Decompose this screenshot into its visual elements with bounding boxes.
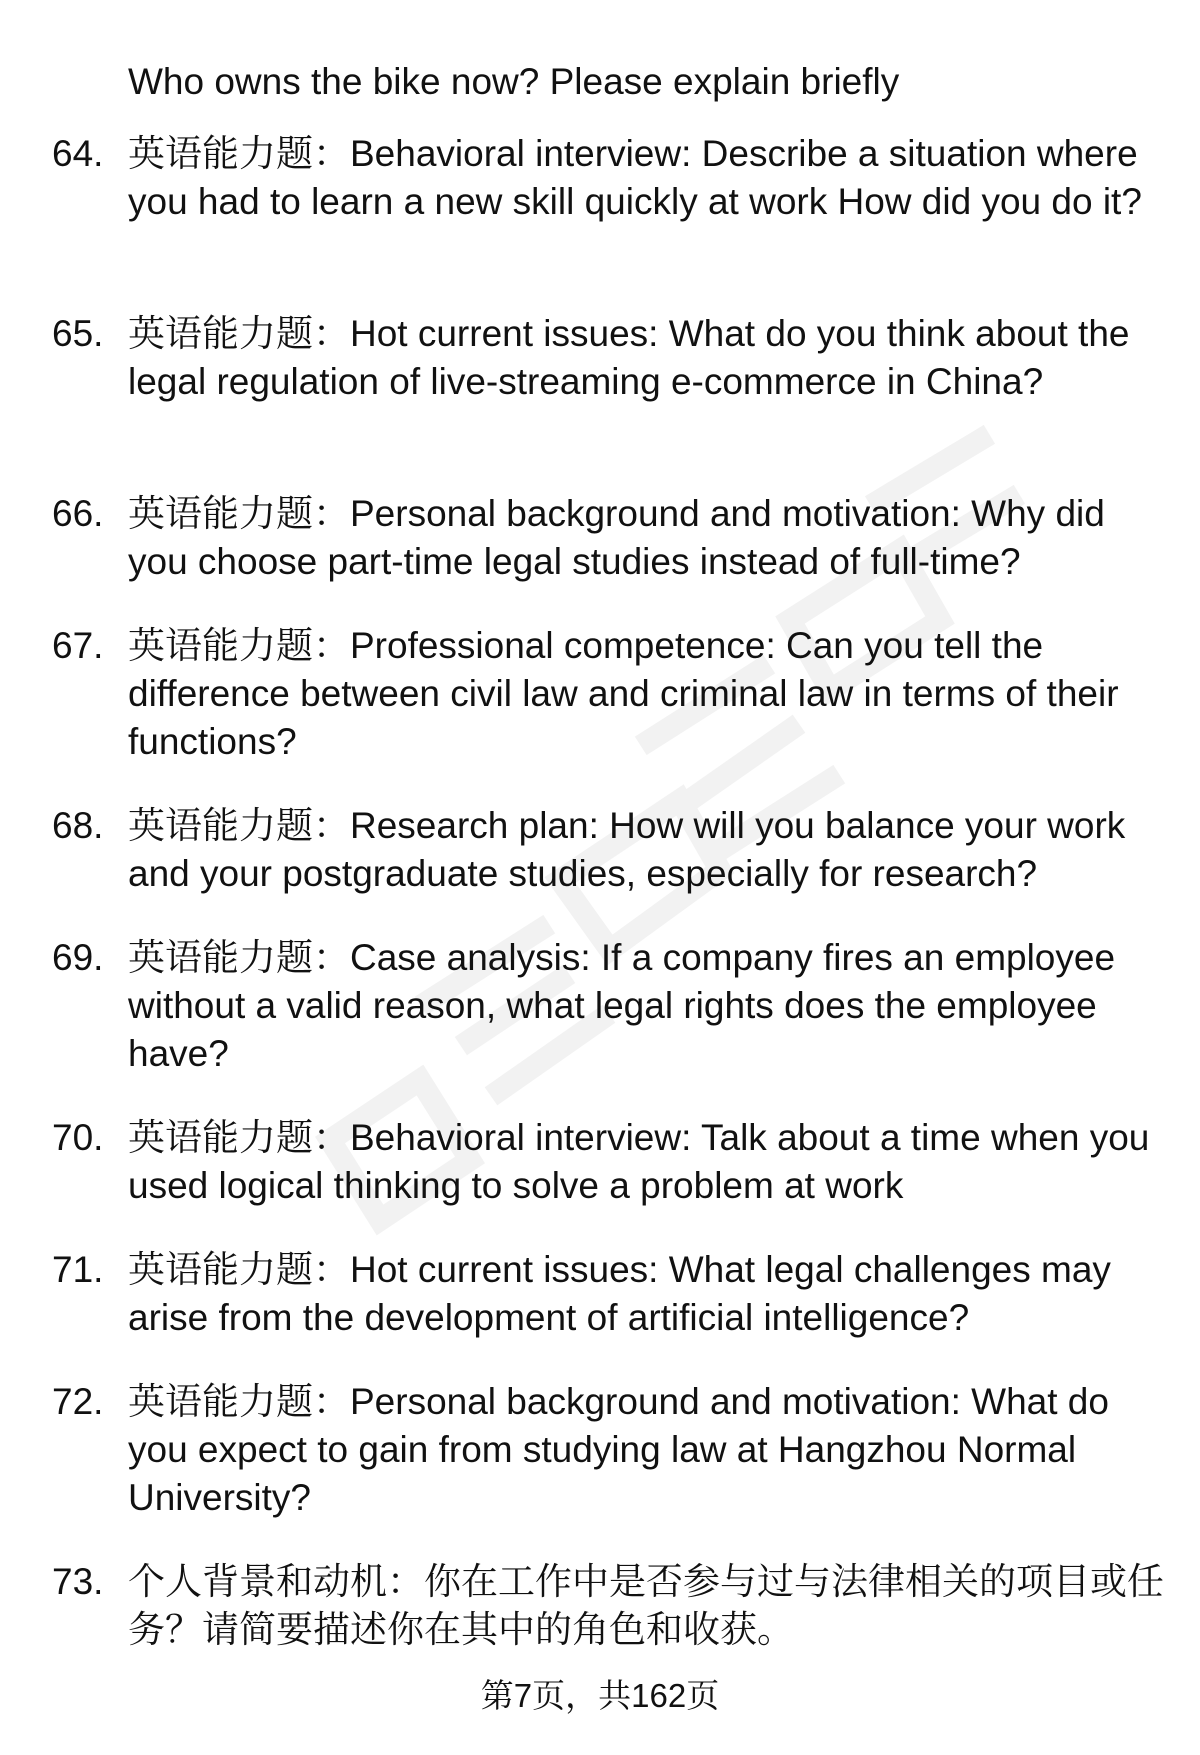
question-number: 70. (52, 1117, 104, 1158)
question-text: 英语能力题：Hot current issues: What legal challenges may arise from the development of artificial intelligence? (128, 1249, 1111, 1338)
question-text: 英语能力题：Research plan: How will you balance your work and your postgraduate studies, especially for research? (128, 805, 1126, 894)
question-item (52, 130, 1172, 226)
question-text: 英语能力题：Personal background and motivation: Why did you choose part-time legal studies instead of full-time? (128, 493, 1105, 582)
question-number: 69. (52, 937, 104, 978)
question-item (52, 1558, 1172, 1654)
question-item (52, 934, 1172, 1078)
page-footer: 第7页，共162页 (480, 1677, 720, 1714)
question-item (52, 1114, 1172, 1210)
question-item (52, 622, 1172, 766)
question-text: 英语能力题：Professional competence: Can you tell the difference between civil law and criminal law in terms of their functions? (128, 625, 1119, 762)
question-number: 71. (52, 1249, 104, 1290)
question-item (52, 1246, 1172, 1342)
question-text: 英语能力题：Behavioral interview: Describe a situation where you had to learn a new skill quickly at work How did you do it? (128, 133, 1142, 222)
question-item (52, 802, 1172, 898)
question-text: 英语能力题：Case analysis: If a company fires an employee without a valid reason, what legal rights does the employee have? (128, 937, 1116, 1074)
question-text: 英语能力题：Behavioral interview: Talk about a time when you used logical thinking to solve a problem at work (128, 1117, 1150, 1206)
question-number: 66. (52, 493, 104, 534)
question-number: 65. (52, 313, 104, 354)
question-number: 68. (52, 805, 104, 846)
question-item (52, 310, 1172, 406)
question-number: 72. (52, 1381, 104, 1422)
question-item (52, 490, 1172, 586)
question-text: 英语能力题：Hot current issues: What do you think about the legal regulation of live-streaming e-commerce in China? (128, 313, 1130, 402)
question-number: 73. (52, 1561, 104, 1602)
question-number: 64. (52, 133, 104, 174)
question-number: 67. (52, 625, 104, 666)
continuation-text: Who owns the bike now? Please explain briefly (128, 61, 900, 102)
question-text: 英语能力题：Personal background and motivation: What do you expect to gain from studying law at Hangzhou Normal University? (128, 1381, 1109, 1518)
question-text: 个人背景和动机：你在工作中是否参与过与法律相关的项目或任务？请简要描述你在其中的角色和收获。 (128, 1561, 1164, 1650)
question-item (52, 1378, 1172, 1522)
